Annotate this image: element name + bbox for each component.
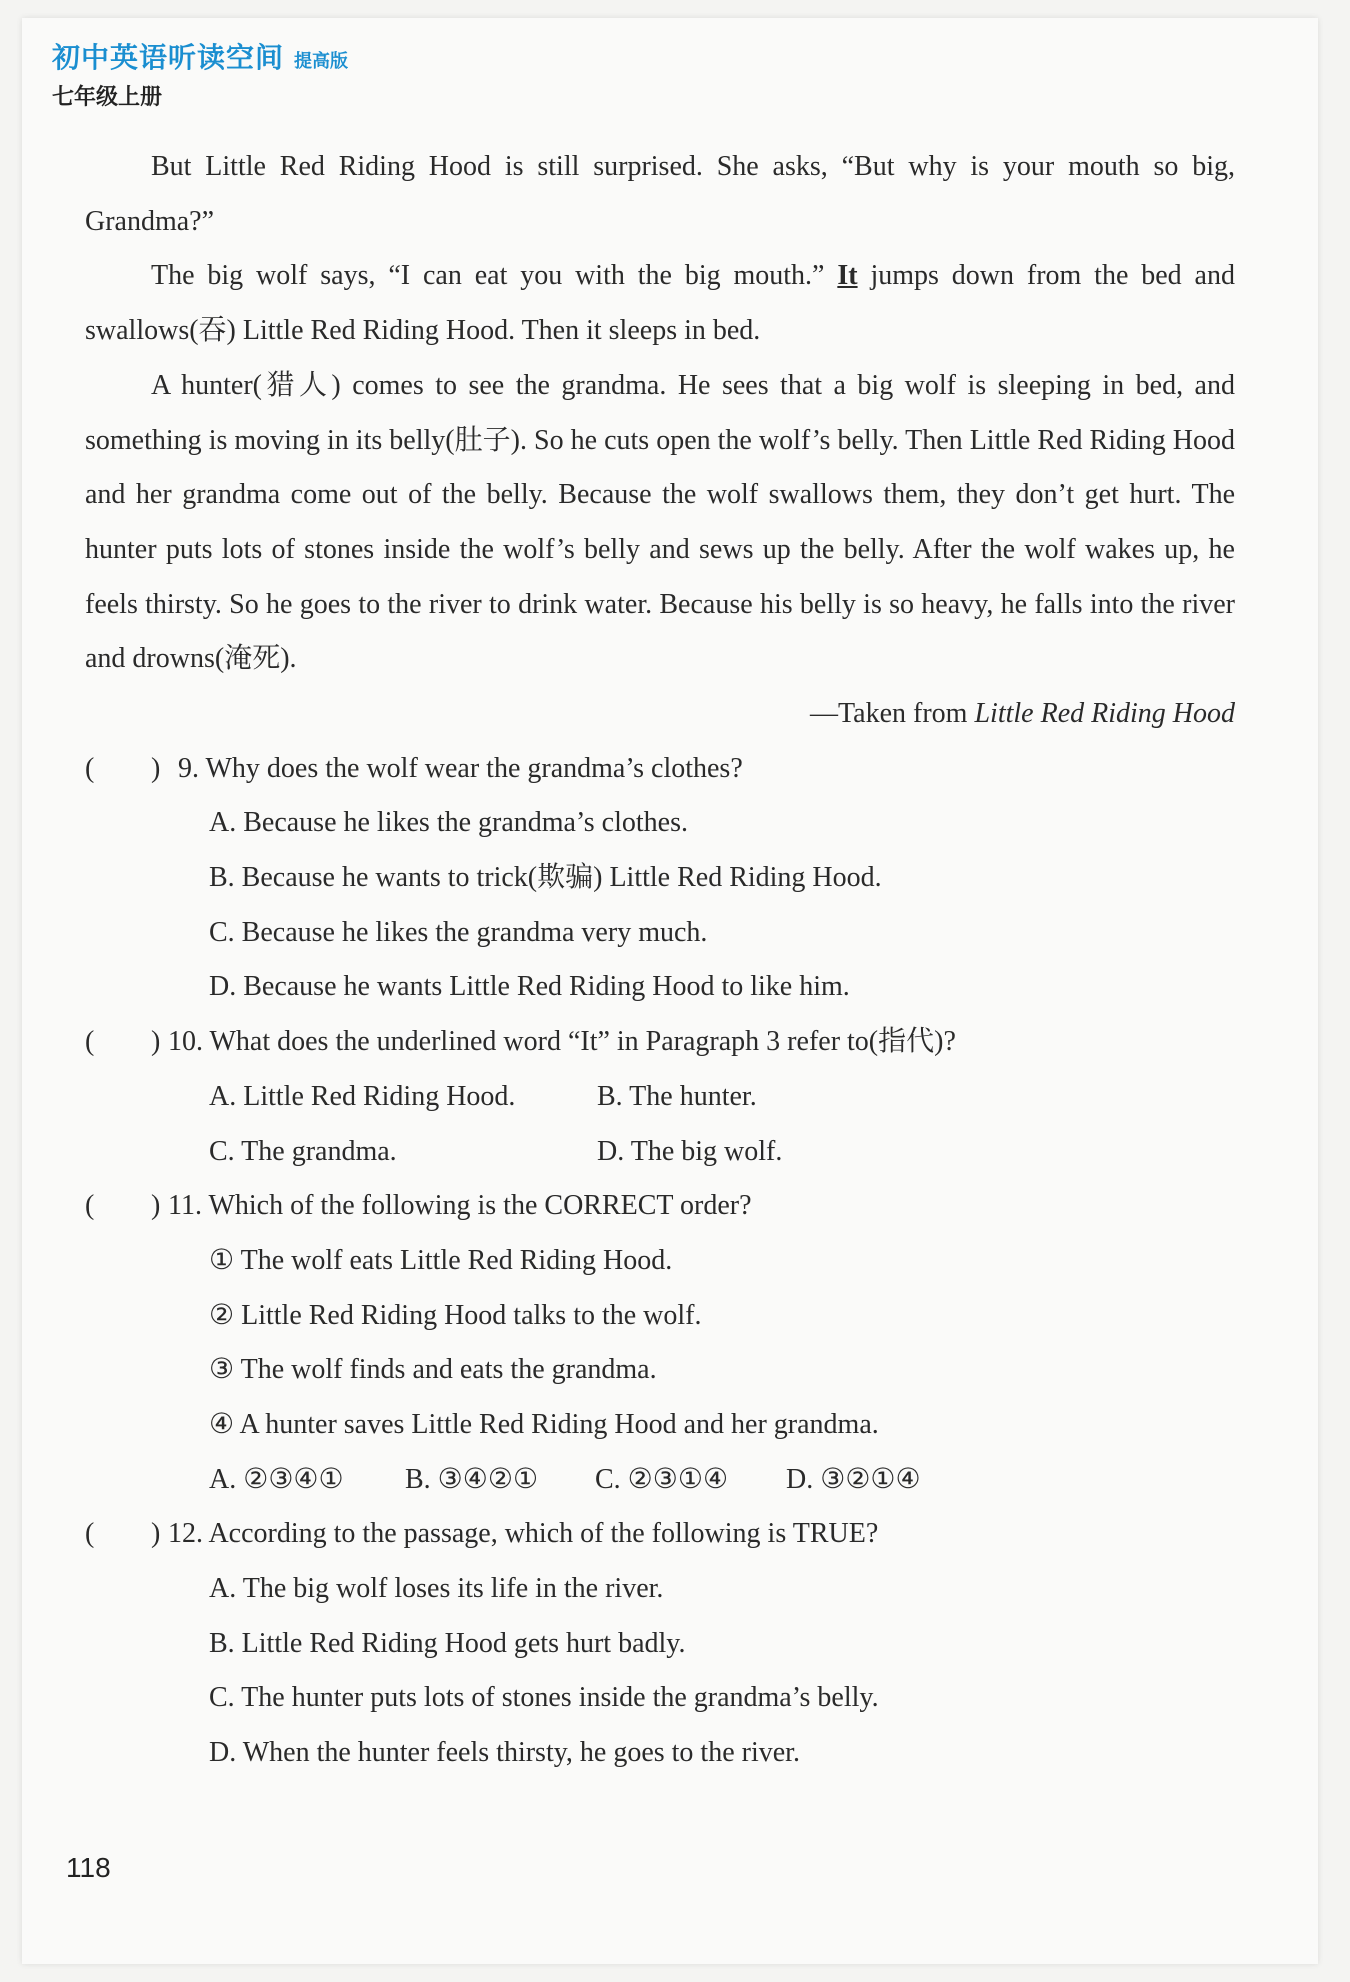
event-4: ④ A hunter saves Little Red Riding Hood and her grandma. — [209, 1408, 879, 1440]
question-10 — [85, 1015, 1235, 1070]
option-a: A. Because he likes the grandma’s clothes. — [209, 807, 688, 839]
answer-blank-left: ( — [85, 1190, 95, 1222]
option-c: C. The hunter puts lots of stones inside the grandma’s belly. — [209, 1682, 879, 1714]
question-11 — [85, 1179, 1235, 1234]
options-row — [85, 1453, 1235, 1508]
option-b: B. ③④②① — [405, 1463, 539, 1495]
option-a: A. Little Red Riding Hood. — [209, 1080, 516, 1112]
option-c: C. Because he likes the grandma very much. — [209, 916, 708, 948]
answer-blank-right: ) — [151, 752, 161, 784]
answer-blank-left: ( — [85, 1026, 95, 1058]
question-9 — [85, 742, 1235, 797]
grade-label: 七年级上册 — [52, 84, 163, 110]
option-d: D. When the hunter feels thirsty, he goes to the river. — [209, 1737, 800, 1769]
option-b: B. Little Red Riding Hood gets hurt badly. — [209, 1627, 686, 1659]
options-row — [85, 1125, 1235, 1180]
paragraph-2 — [85, 249, 1235, 358]
event-3: ③ The wolf finds and eats the grandma. — [209, 1354, 657, 1386]
question-text: 11. Which of the following is the CORRECT order? — [168, 1190, 752, 1222]
source-title: Little Red Riding Hood — [974, 698, 1235, 730]
options-row — [85, 1070, 1235, 1125]
answer-blank-right: ) — [151, 1026, 161, 1058]
option-d: D. Because he wants Little Red Riding Hood to like him. — [209, 971, 850, 1003]
answer-blank-left: ( — [85, 1518, 95, 1550]
paragraph-3: A hunter(猎人) comes to see the grandma. He sees that a big wolf is sleeping in bed, and something is moving in its belly(肚子). So he cuts open the wolf’s belly. Then Little Red Riding Hood and her grandma come out of the belly. Because the wolf swallows them, they don’t get hurt. The hunter puts lots of stones inside the wolf’s belly and sews up the belly. After the wolf wakes up, he feels thirsty. So he goes to the river to drink water. Because his belly is so heavy, he falls into the river and drowns(淹死). — [85, 369, 1235, 675]
book-edition: 提高版 — [294, 51, 349, 72]
page-content — [85, 140, 1235, 1781]
question-text: 12. According to the passage, which of the following is TRUE? — [168, 1518, 879, 1550]
question-text: 9. Why does the wolf wear the grandma’s clothes? — [178, 752, 743, 784]
source-line — [85, 687, 1235, 742]
answer-blank-right: ) — [151, 1518, 161, 1550]
option-c: C. ②③①④ — [595, 1463, 729, 1495]
event-1: ① The wolf eats Little Red Riding Hood. — [209, 1244, 673, 1276]
question-12 — [85, 1507, 1235, 1562]
paragraph-2-end: jumps down from the bed and swallows(吞) Little Red Riding Hood. Then it sleeps in bed. — [85, 260, 1235, 347]
option-c: C. The grandma. — [209, 1135, 397, 1167]
paragraph-1: But Little Red Riding Hood is still surprised. She asks, “But why is your mouth so big, Grandma?” — [85, 151, 1235, 237]
question-text: 10. What does the underlined word “It” in Paragraph 3 refer to(指代)? — [168, 1026, 956, 1058]
book-header — [52, 36, 348, 111]
paragraph-2-start: The big wolf says, “I can eat you with the big mouth.” — [151, 260, 838, 292]
book-title: 初中英语听读空间 — [52, 41, 285, 74]
option-a: A. ②③④① — [209, 1463, 344, 1495]
option-a: A. The big wolf loses its life in the river. — [209, 1573, 664, 1605]
source-prefix: —Taken from — [810, 698, 975, 730]
option-b: B. Because he wants to trick(欺骗) Little Red Riding Hood. — [209, 862, 882, 894]
underlined-word: It — [837, 260, 858, 292]
event-2: ② Little Red Riding Hood talks to the wolf. — [209, 1299, 702, 1331]
answer-blank-left: ( — [85, 752, 95, 784]
page-number: 118 — [66, 1852, 111, 1883]
option-b: B. The hunter. — [597, 1080, 757, 1112]
option-d: D. The big wolf. — [597, 1135, 783, 1167]
option-d: D. ③②①④ — [786, 1463, 921, 1495]
answer-blank-right: ) — [151, 1190, 161, 1222]
